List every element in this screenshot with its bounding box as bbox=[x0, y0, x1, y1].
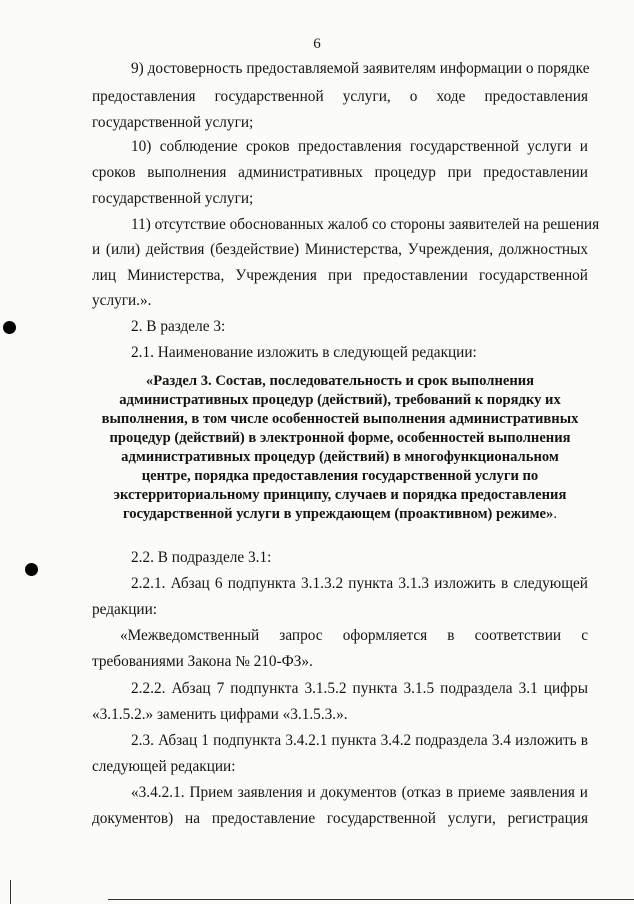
text-line: 2.2.1. Абзац 6 подпункта 3.1.3.2 пункта 3.1.3 изложить в следующей bbox=[131, 575, 588, 592]
text-line: 2.2. В подразделе 3.1: bbox=[131, 549, 272, 566]
text-line: документов) на предоставление государственной услуги, регистрация bbox=[92, 810, 588, 827]
page-number: 6 bbox=[313, 36, 321, 52]
text-line: предоставления государственной услуги, о ходе предоставления bbox=[92, 88, 588, 105]
text-line: редакции: bbox=[92, 601, 158, 618]
section-heading-line: центре, порядка предоставления государственной услуги по bbox=[141, 468, 539, 484]
section-heading-line: государственной услуги в упреждающем (проактивном) режиме». bbox=[123, 506, 557, 522]
text-line: услуги.». bbox=[92, 292, 152, 309]
binder-hole-bottom bbox=[25, 563, 38, 576]
text-line: 2. В разделе 3: bbox=[131, 318, 226, 335]
scan-edge-left bbox=[10, 880, 11, 904]
text-line: сроков выполнения административных процедур при предоставлении bbox=[92, 164, 588, 181]
text-line: и (или) действия (бездействие) Министерства, Учреждения, должностных bbox=[92, 241, 588, 258]
section-heading-line: процедур (действий) в электронной форме, особенностей выполнения bbox=[109, 430, 571, 446]
text-line: «Межведомственный запрос оформляется в соответствии с bbox=[120, 627, 588, 644]
binder-hole-top bbox=[3, 321, 16, 334]
text-line: 2.3. Абзац 1 подпункта 3.4.2.1 пункта 3.4.2 подраздела 3.4 изложить в bbox=[131, 732, 588, 749]
text-line: 9) достоверность предоставляемой заявителям информации о порядке bbox=[131, 60, 590, 77]
text-line: 2.2.2. Абзац 7 подпункта 3.1.5.2 пункта 3.1.5 подраздела 3.1 цифры bbox=[131, 680, 588, 697]
section-heading-line: «Раздел 3. Состав, последовательность и срок выполнения bbox=[145, 373, 535, 389]
section-heading-line: административных процедур (действий) в многофункциональном bbox=[121, 449, 559, 465]
section-heading-line: выполнения, в том числе особенностей выполнения административных bbox=[101, 411, 579, 427]
text-line: 2.1. Наименование изложить в следующей редакции: bbox=[131, 344, 477, 361]
section-heading-line: экстерриториальному принципу, случаев и порядка предоставления bbox=[113, 487, 567, 503]
text-line: «3.1.5.2.» заменить цифрами «3.1.5.3.». bbox=[92, 706, 348, 723]
scan-edge-bottom bbox=[108, 899, 634, 900]
text-line: 11) отсутствие обоснованных жалоб со стороны заявителей на решения bbox=[131, 216, 600, 233]
text-line: лиц Министерства, Учреждения при предоставлении государственной bbox=[92, 267, 588, 284]
section-heading-line: административных процедур (действий), требований к порядку их bbox=[119, 392, 561, 408]
text-line: 10) соблюдение сроков предоставления государственной услуги и bbox=[131, 138, 588, 155]
text-line: «3.4.2.1. Прием заявления и документов (отказ в приеме заявления и bbox=[131, 784, 588, 801]
text-line: государственной услуги; bbox=[92, 114, 254, 131]
text-line: требованиями Закона № 210-ФЗ». bbox=[92, 653, 313, 670]
text-line: государственной услуги; bbox=[92, 190, 254, 207]
text-line: следующей редакции: bbox=[92, 758, 236, 775]
